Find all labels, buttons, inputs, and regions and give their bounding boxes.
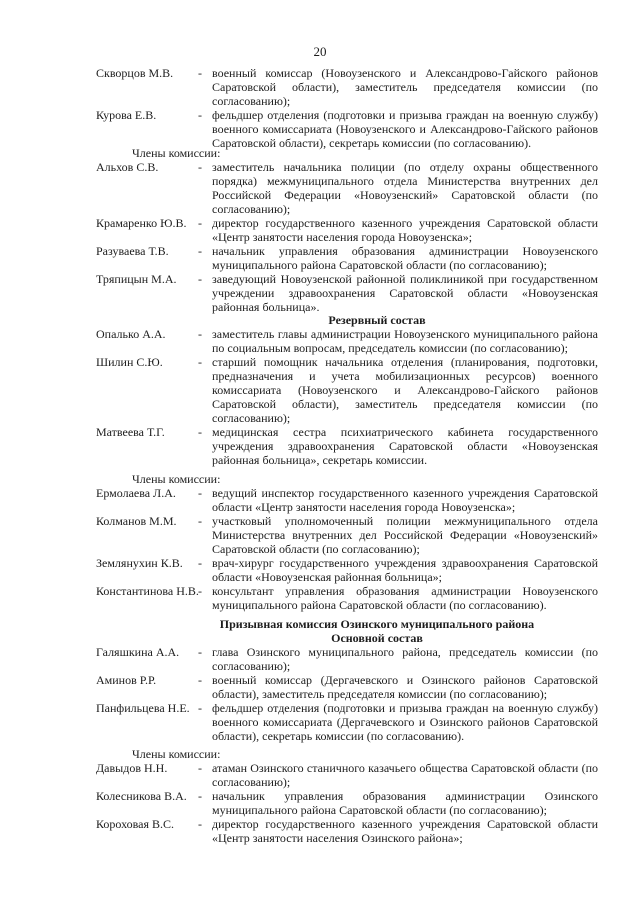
entry-dash: - <box>198 701 202 715</box>
entry-dash: - <box>198 355 202 369</box>
entry-dash: - <box>198 645 202 659</box>
position-description: глава Озинского муниципального района, председатель комиссии (по согласованию); <box>212 645 598 673</box>
person-name: Галяшкина А.А. <box>96 645 180 659</box>
position-description: военный комиссар (Дергачевского и Озинского районов Саратовской области), заместитель председателя комиссии (по согласованию); <box>212 673 598 701</box>
person-name: Ермолаева Л.А. <box>96 486 176 500</box>
members-intro: Члены комиссии: <box>132 146 221 160</box>
entry-dash: - <box>198 673 202 687</box>
person-name: Землянухин К.В. <box>96 556 183 570</box>
members-intro: Члены комиссии: <box>132 747 221 761</box>
page-number: 20 <box>313 44 327 59</box>
position-description: ведущий инспектор государственного казенного учреждения Саратовской области «Центр занятости населения города Новоузенска»; <box>212 486 598 514</box>
roster-section <box>96 617 598 743</box>
position-description: фельдшер отделения (подготовки и призыва граждан на военную службу) военного комиссариата (Новоузенского и Александрово-Гайского районов Саратовской области), секретарь комиссии (по согласованию). <box>212 108 598 150</box>
person-name: Панфильцева Н.Е. <box>96 701 190 715</box>
roster-entry <box>96 108 598 150</box>
roster-entry <box>96 327 598 355</box>
entry-dash: - <box>198 244 202 258</box>
roster-section <box>96 747 598 845</box>
roster-entry <box>96 355 598 425</box>
position-description: старший помощник начальника отделения (планирования, подготовки, предназначения и учета мобилизационных ресурсов) военного комиссариата (Новоузенского и Александрово-Гайского районов Саратовской области), заместитель председателя комиссии (по согласованию); <box>212 355 598 425</box>
position-description: медицинская сестра психиатрического кабинета государственного учреждения здравоохранения Саратовской области «Новоузенская районная больница», секретарь комиссии. <box>212 425 598 467</box>
entry-dash: - <box>198 272 202 286</box>
section-subheading: Основной состав <box>331 631 423 645</box>
roster-entry <box>96 556 598 584</box>
roster-entry <box>96 584 598 612</box>
position-description: атаман Озинского станичного казачьего общества Саратовской области (по согласованию); <box>212 761 598 789</box>
roster-entry <box>96 701 598 743</box>
entry-dash: - <box>198 327 202 341</box>
position-description: начальник управления образования администрации Озинского муниципального района Саратовской области (по согласованию); <box>212 789 598 817</box>
section-heading: Призывная комиссия Озинского муниципального района <box>219 617 535 631</box>
person-name: Матвеева Т.Г. <box>96 425 165 439</box>
section-heading: Резервный состав <box>328 313 426 327</box>
entry-dash: - <box>198 425 202 439</box>
person-name: Опалько А.А. <box>96 327 166 341</box>
entry-dash: - <box>198 216 202 230</box>
position-description: врач-хирург государственного учреждения здравоохранения Саратовской области «Новоузенская районная больница»; <box>212 556 598 584</box>
person-name: Тряпицын М.А. <box>96 272 177 286</box>
person-name: Курова Е.В. <box>96 108 157 122</box>
person-name: Альхов С.В. <box>96 160 159 174</box>
roster-entry <box>96 66 598 108</box>
person-name: Шилин С.Ю. <box>96 355 163 369</box>
entry-dash: - <box>198 789 202 803</box>
roster-entry <box>96 216 598 244</box>
position-description: заместитель главы администрации Новоузенского муниципального района по социальным вопросам, председатель комиссии (по согласованию); <box>212 327 598 355</box>
roster-section <box>96 313 598 467</box>
roster-entry <box>96 673 598 701</box>
roster-section <box>96 472 598 612</box>
person-name: Разуваева Т.В. <box>96 244 169 258</box>
person-name: Колесникова В.А. <box>96 789 187 803</box>
entry-dash: - <box>198 514 202 528</box>
roster-entry <box>96 272 598 314</box>
position-description: заведующий Новоузенской районной поликлиникой при государственном учреждении здравоохранения Саратовской области «Новоузенская районная больница». <box>212 272 598 314</box>
roster-entry <box>96 514 598 556</box>
entry-dash: - <box>198 160 202 174</box>
entry-dash: - <box>198 66 202 80</box>
person-name: Колманов М.М. <box>96 514 177 528</box>
position-description: директор государственного казенного учреждения Саратовской области «Центр занятости населения города Новоузенска»; <box>212 216 598 244</box>
position-description: военный комиссар (Новоузенского и Александрово-Гайского районов Саратовской области), заместитель председателя комиссии (по согласованию); <box>212 66 598 108</box>
roster-entry <box>96 244 598 272</box>
roster-section <box>96 146 598 314</box>
roster-entry <box>96 486 598 514</box>
roster-entry <box>96 425 598 467</box>
position-description: заместитель начальника полиции (по отделу охраны общественного порядка) межмуниципального отдела Министерства внутренних дел Российской Федерации «Новоузенский» Саратовской области (по согласованию); <box>212 160 598 216</box>
person-name: Короховая В.С. <box>96 817 175 831</box>
entry-dash: - <box>198 108 202 122</box>
roster-entry <box>96 789 598 817</box>
person-name: Крамаренко Ю.В. <box>96 216 187 230</box>
entry-dash: - <box>198 556 202 570</box>
roster-entry <box>96 817 598 845</box>
position-description: фельдшер отделения (подготовки и призыва граждан на военную службу) военного комиссариата (Дергачевского и Озинского районов Саратовской области), секретарь комиссии (по согласованию). <box>212 701 598 743</box>
roster-section <box>96 66 598 150</box>
entry-dash: - <box>198 761 202 775</box>
position-description: начальник управления образования администрации Новоузенского муниципального района Саратовской области (по согласованию); <box>212 244 598 272</box>
entry-dash: - <box>198 486 202 500</box>
person-name: Аминов Р.Р. <box>96 673 157 687</box>
entry-dash: - <box>198 817 202 831</box>
position-description: консультант управления образования администрации Новоузенского муниципального района Саратовской области (по согласованию). <box>212 584 598 612</box>
members-intro: Члены комиссии: <box>132 472 221 486</box>
person-name: Давыдов Н.Н. <box>96 761 168 775</box>
roster-entry <box>96 645 598 673</box>
position-description: директор государственного казенного учреждения Саратовской области «Центр занятости населения Озинского района»; <box>212 817 598 845</box>
person-name: Скворцов М.В. <box>96 66 174 80</box>
position-description: участковый уполномоченный полиции межмуниципального отдела Министерства внутренних дел Российской Федерации «Новоузенский» Саратовской области (по согласованию); <box>212 514 598 556</box>
entry-dash: - <box>198 584 202 598</box>
person-name: Константинова Н.В. <box>96 584 199 598</box>
roster-entry <box>96 761 598 789</box>
roster-entry <box>96 160 598 216</box>
